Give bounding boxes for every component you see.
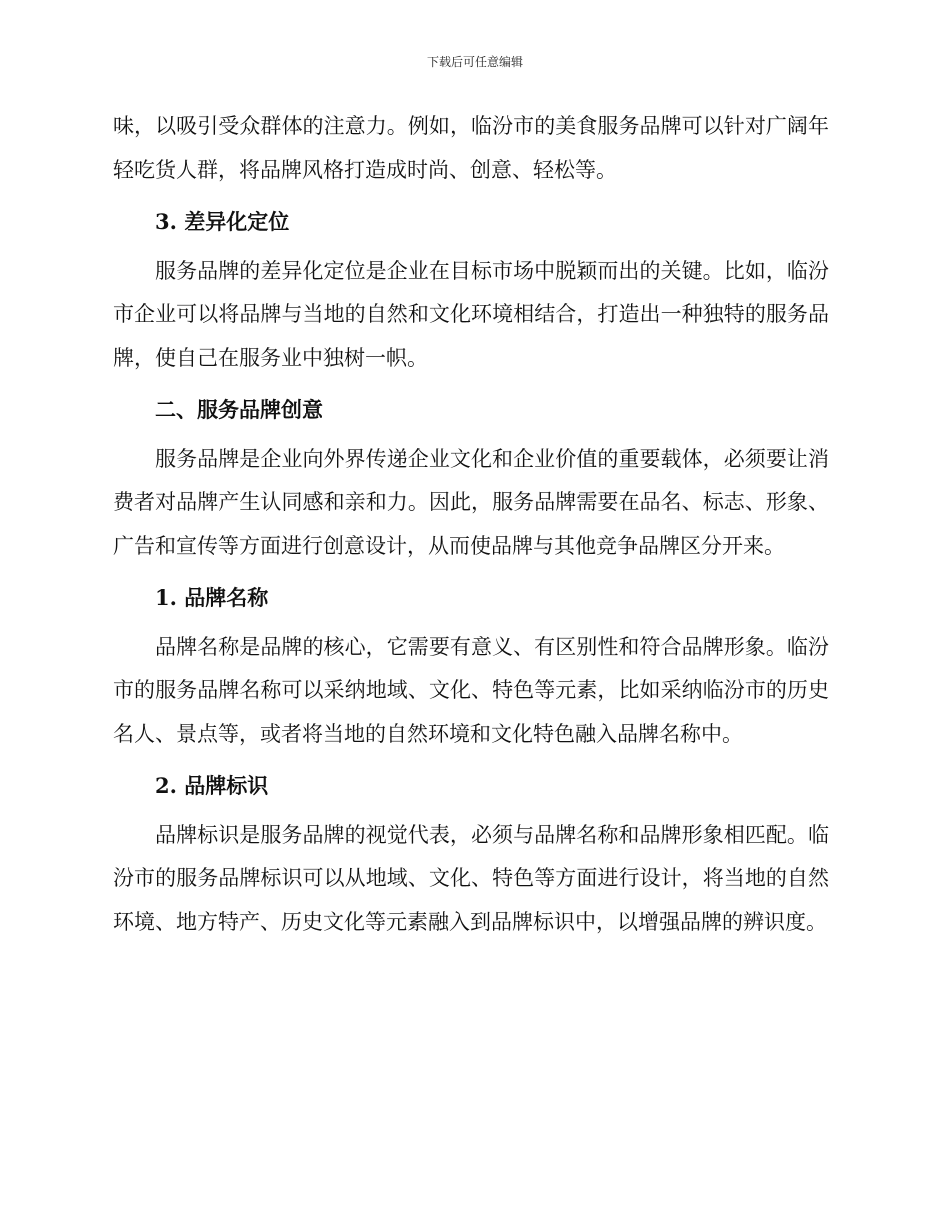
section-heading-brand-name: 1. 品牌名称	[155, 585, 269, 610]
section-heading-brand-logo: 2. 品牌标识	[155, 773, 269, 798]
paragraph-differentiation: 服务品牌的差异化定位是企业在目标市场中脱颖而出的关键。比如，临汾市企业可以将品牌与当地的自然和文化环境相结合，打造出一种独特的服务品牌，使自己在服务业中独树一帜。	[113, 258, 829, 370]
paragraph-brand-creativity: 服务品牌是企业向外界传递企业文化和企业价值的重要载体，必须要让消费者对品牌产生认同感和亲和力。因此，服务品牌需要在品名、标志、形象、广告和宣传等方面进行创意设计，从而使品牌与其他竞争品牌区分开来。	[113, 446, 829, 558]
paragraph-brand-name: 品牌名称是品牌的核心，它需要有意义、有区别性和符合品牌形象。临汾市的服务品牌名称可以采纳地域、文化、特色等元素，比如采纳临汾市的历史名人、景点等，或者将当地的自然环境和文化特色融入品牌名称中。	[113, 634, 829, 746]
paragraph-continuation: 味，以吸引受众群体的注意力。例如，临汾市的美食服务品牌可以针对广阔年轻吃货人群，将品牌风格打造成时尚、创意、轻松等。	[113, 114, 829, 182]
section-heading-brand-creativity: 二、服务品牌创意	[155, 397, 323, 422]
page-header: 下载后可任意编辑	[426, 55, 523, 69]
paragraph-brand-logo: 品牌标识是服务品牌的视觉代表，必须与品牌名称和品牌形象相匹配。临汾市的服务品牌标识可以从地域、文化、特色等方面进行设计，将当地的自然环境、地方特产、历史文化等元素融入到品牌标识中，以增强品牌的辨识度。	[113, 822, 829, 934]
section-heading-differentiation: 3. 差异化定位	[155, 209, 290, 234]
document-body	[113, 105, 829, 944]
